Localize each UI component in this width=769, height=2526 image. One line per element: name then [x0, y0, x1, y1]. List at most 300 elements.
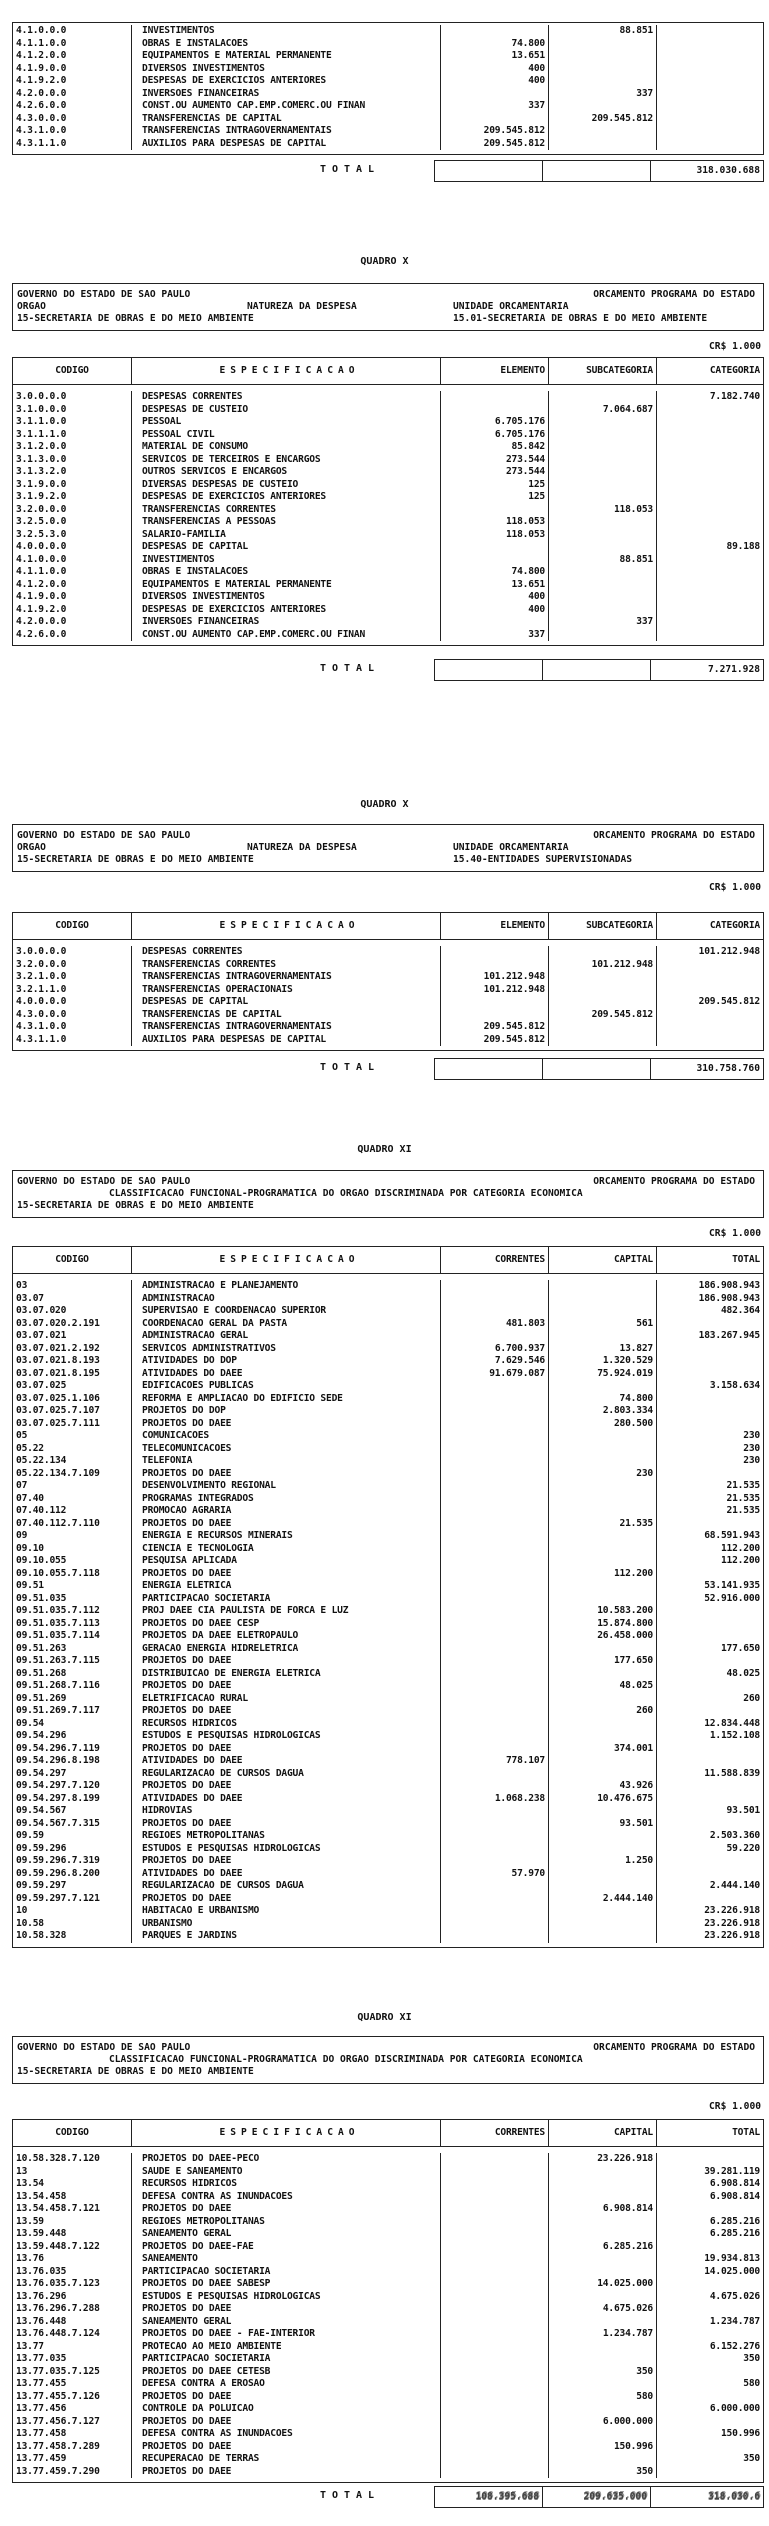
row-value-2: [549, 2403, 657, 2416]
row-value-3: 186.908.943: [698, 1280, 760, 1291]
row-spec: TRANSFERENCIAS OPERACIONAIS: [132, 984, 441, 997]
row-value-3: [657, 100, 763, 113]
row-code: 09.59.297.7.121: [13, 1893, 132, 1906]
report-header: [12, 2036, 764, 2084]
row-code: 03.07.021.8.193: [13, 1355, 132, 1368]
row-value-3: 52.916.000: [704, 1592, 760, 1604]
row-value-3: [657, 466, 763, 479]
row-value-3: 3.158.634: [709, 1380, 760, 1391]
row-value-3: [657, 984, 763, 997]
row-code: 4.1.9.0.0: [13, 63, 132, 76]
table-row: [13, 2228, 763, 2241]
row-code: 3.2.5.0.0: [13, 516, 132, 529]
row-code: 09.10.055: [13, 1555, 132, 1568]
row-value-3: [657, 959, 763, 972]
row-value-3: [657, 1318, 763, 1331]
row-value-2: 4.675.026: [549, 2303, 657, 2316]
row-value-1: [441, 1730, 549, 1743]
row-value-3: 6.908.814: [709, 2178, 760, 2189]
row-value-2: [549, 946, 657, 959]
row-value-2: 1.234.787: [549, 2328, 657, 2341]
total-col3: 310.758.760: [696, 1063, 760, 1074]
table-row: [13, 2291, 763, 2304]
row-spec: PARTICIPACAO SOCIETARIA: [132, 2353, 441, 2366]
row-code: 03.07.021.2.192: [13, 1343, 132, 1356]
total-label: TOTAL: [319, 663, 381, 674]
row-value-1: 400: [441, 591, 549, 604]
table-row: [13, 1418, 763, 1431]
col-header-correntes: CORRENTES: [441, 2120, 549, 2146]
row-spec: TELEFONIA: [132, 1455, 441, 1468]
row-value-1: [441, 1855, 549, 1868]
government-label: GOVERNO DO ESTADO DE SAO PAULO: [17, 2042, 191, 2053]
row-code: 09.10.055.7.118: [13, 1568, 132, 1581]
row-spec: TRANSFERENCIAS INTRAGOVERNAMENTAIS: [132, 125, 441, 138]
row-value-3: [657, 88, 763, 101]
row-value-1: [441, 1880, 549, 1893]
table-row: [13, 100, 763, 113]
table-row: [13, 504, 763, 517]
row-code: 13.54: [13, 2178, 132, 2191]
row-code: 13.77.035: [13, 2353, 132, 2366]
row-spec: CIENCIA E TECNOLOGIA: [132, 1543, 441, 1556]
row-spec: PROJETOS DO DAEE: [132, 1680, 441, 1693]
row-code: 05: [13, 1430, 132, 1443]
table-row: [13, 1643, 763, 1656]
table-row: [13, 1393, 763, 1406]
row-value-3: [657, 1518, 763, 1531]
table-row: [13, 1880, 763, 1893]
table-row: [13, 2366, 763, 2379]
row-value-1: [441, 2403, 549, 2416]
row-value-2: 209.545.812: [549, 113, 657, 126]
table-row: [13, 1693, 763, 1706]
row-value-3: [657, 2203, 763, 2216]
row-value-1: 209.545.812: [441, 138, 549, 151]
row-value-3: [657, 1868, 763, 1881]
row-value-1: [441, 1009, 549, 1022]
row-value-2: 88.851: [549, 554, 657, 567]
row-value-3: [657, 591, 763, 604]
row-value-3: [657, 479, 763, 492]
table-row: [13, 1330, 763, 1343]
table-row: [13, 75, 763, 88]
row-code: 09.51: [13, 1580, 132, 1593]
table-row: [13, 1605, 763, 1618]
row-spec: MATERIAL DE CONSUMO: [132, 441, 441, 454]
row-value-1: [441, 1930, 549, 1943]
table-row: [13, 2266, 763, 2279]
row-value-3: 112.200: [720, 1555, 760, 1566]
row-spec: PROJETOS DO DAEE: [132, 2466, 441, 2479]
row-spec: URBANISMO: [132, 1918, 441, 1931]
table-row: [13, 2378, 763, 2391]
section-title: QUADRO XI: [357, 2012, 412, 2023]
row-value-2: 14.025.000: [549, 2278, 657, 2291]
row-value-1: 125: [441, 491, 549, 504]
row-code: 3.1.0.0.0: [13, 404, 132, 417]
row-value-3: [657, 2366, 763, 2379]
table-row: [13, 2403, 763, 2416]
budget-label: ORCAMENTO PROGRAMA DO ESTADO: [593, 289, 755, 300]
row-code: 4.3.1.1.0: [13, 138, 132, 151]
row-value-3: 11.588.839: [704, 1767, 760, 1779]
row-value-1: [441, 2416, 549, 2429]
row-spec: PROJETOS DO DAEE: [132, 1705, 441, 1718]
row-value-3: [657, 1755, 763, 1768]
row-value-2: [549, 1443, 657, 1456]
row-value-2: [549, 1643, 657, 1656]
row-spec: CONST.OU AUMENTO CAP.EMP.COMERC.OU FINAN: [132, 629, 441, 642]
row-spec: REFORMA E AMPLIACAO DO EDIFICIO SEDE: [132, 1393, 441, 1406]
row-code: 3.1.3.0.0: [13, 454, 132, 467]
row-value-1: [441, 1568, 549, 1581]
row-spec: TRANSFERENCIAS INTRAGOVERNAMENTAIS: [132, 971, 441, 984]
row-value-1: [441, 1605, 549, 1618]
row-value-3: 39.281.119: [704, 2165, 760, 2177]
row-value-3: 230: [743, 1455, 760, 1466]
row-code: 05.22.134: [13, 1455, 132, 1468]
table-row: [13, 591, 763, 604]
row-value-3: [657, 138, 763, 151]
row-code: 09.51.035.7.113: [13, 1618, 132, 1631]
currency-unit: CR$ 1.000: [709, 2101, 761, 2112]
row-code: 03: [13, 1280, 132, 1293]
table-header: [13, 358, 763, 385]
row-value-1: [441, 2241, 549, 2254]
col-header-elemento: ELEMENTO: [441, 913, 549, 939]
row-value-2: 26.458.000: [549, 1630, 657, 1643]
table-row: [13, 996, 763, 1009]
col-header-categoria: CATEGORIA: [709, 365, 760, 376]
row-value-2: 43.926: [549, 1780, 657, 1793]
row-spec: PROJETOS DO DAEE: [132, 1818, 441, 1831]
row-spec: INVERSOES FINANCEIRAS: [132, 88, 441, 101]
row-spec: PROJETOS DO DOP: [132, 1405, 441, 1418]
row-spec: PROJETOS DO DAEE: [132, 1780, 441, 1793]
row-value-2: [549, 996, 657, 1009]
col-header-categoria: CATEGORIA: [709, 920, 760, 931]
budget-label: ORCAMENTO PROGRAMA DO ESTADO: [593, 830, 755, 841]
row-spec: DESPESAS DE EXERCICIOS ANTERIORES: [132, 491, 441, 504]
row-value-3: 230: [743, 1442, 760, 1454]
row-value-3: 350: [743, 2353, 760, 2364]
table-row: [13, 2303, 763, 2316]
row-value-1: [441, 996, 549, 1009]
total-col3: 318.030.688: [696, 165, 760, 176]
row-value-2: [549, 100, 657, 113]
row-code: 09.54.297: [13, 1768, 132, 1781]
row-value-3: 260: [743, 1692, 760, 1704]
row-value-1: 57.970: [441, 1868, 549, 1881]
row-value-3: [657, 454, 763, 467]
row-spec: REGIOES METROPOLITANAS: [132, 2216, 441, 2229]
row-spec: PROJETOS DO DAEE SABESP: [132, 2278, 441, 2291]
table-row: [13, 391, 763, 404]
currency-unit: CR$ 1.000: [709, 882, 761, 893]
row-spec: ENERGIA ELETRICA: [132, 1580, 441, 1593]
row-value-1: 273.544: [441, 466, 549, 479]
row-value-3: 6.285.216: [709, 2228, 760, 2239]
row-code: 4.1.1.0.0: [13, 38, 132, 51]
table-row: [13, 2441, 763, 2454]
table-row: [13, 2416, 763, 2429]
row-spec: TRANSFERENCIAS CORRENTES: [132, 504, 441, 517]
functional-table: [12, 1246, 764, 1948]
nature-label: NATUREZA DA DESPESA: [247, 842, 357, 853]
expense-table: [12, 912, 764, 1051]
row-value-1: [441, 113, 549, 126]
table-row: [13, 529, 763, 542]
row-value-1: [441, 2253, 549, 2266]
orgao-value: 15-SECRETARIA DE OBRAS E DO MEIO AMBIENTE: [17, 313, 254, 324]
row-value-1: [441, 1380, 549, 1393]
row-code: 13: [13, 2166, 132, 2179]
row-value-2: [549, 1805, 657, 1818]
row-code: 09.51.268.7.116: [13, 1680, 132, 1693]
row-spec: DESPESAS DE CAPITAL: [132, 541, 441, 554]
row-code: 4.1.0.0.0: [13, 554, 132, 567]
row-value-2: [549, 2178, 657, 2191]
table-row: [13, 1480, 763, 1493]
row-value-2: [549, 479, 657, 492]
row-spec: CONTROLE DA POLUICAO: [132, 2403, 441, 2416]
table-row: [13, 1630, 763, 1643]
row-value-2: [549, 1755, 657, 1768]
row-value-2: [549, 125, 657, 138]
orgao-value: 15-SECRETARIA DE OBRAS E DO MEIO AMBIENTE: [17, 854, 254, 865]
row-spec: SERVICOS ADMINISTRATIVOS: [132, 1343, 441, 1356]
row-value-3: 186.908.943: [698, 1292, 760, 1304]
row-code: 13.77.456: [13, 2403, 132, 2416]
table-row: [13, 971, 763, 984]
row-value-2: 6.285.216: [549, 2241, 657, 2254]
classification-label: CLASSIFICACAO FUNCIONAL-PROGRAMATICA DO ORGAO DISCRIMINADA POR CATEGORIA ECONOMICA: [109, 2054, 583, 2065]
government-label: GOVERNO DO ESTADO DE SAO PAULO: [17, 1176, 191, 1187]
col-header-code: CODIGO: [13, 358, 132, 384]
row-value-3: [657, 1855, 763, 1868]
col-header-spec: ESPECIFICACAO: [132, 1247, 441, 1273]
table-body: [13, 940, 763, 1050]
section-title: QUADRO XI: [357, 1144, 412, 1155]
row-value-3: 68.591.943: [704, 1530, 760, 1541]
table-row: [13, 1505, 763, 1518]
row-value-2: [549, 629, 657, 642]
row-value-2: 101.212.948: [549, 959, 657, 972]
table-row: [13, 1555, 763, 1568]
row-value-1: [441, 1468, 549, 1481]
total-col1: [435, 660, 543, 680]
table-row: [13, 50, 763, 63]
total-col1: 108.395.688: [435, 2487, 543, 2507]
row-value-1: [441, 1580, 549, 1593]
row-value-3: 14.025.000: [704, 2265, 760, 2277]
row-value-1: 118.053: [441, 516, 549, 529]
table-row: [13, 1930, 763, 1943]
row-code: 3.0.0.0.0: [13, 391, 132, 404]
row-value-1: 125: [441, 479, 549, 492]
row-value-3: 482.364: [720, 1305, 760, 1316]
row-value-1: [441, 1918, 549, 1931]
row-code: 4.2.6.0.0: [13, 100, 132, 113]
col-header-code: CODIGO: [13, 1247, 132, 1273]
row-value-2: [549, 454, 657, 467]
row-value-1: [441, 1555, 549, 1568]
row-value-1: [441, 1405, 549, 1418]
col-header-subcategoria: SUBCATEGORIA: [549, 358, 657, 384]
row-code: 09.54.567.7.315: [13, 1818, 132, 1831]
row-value-1: [441, 1630, 549, 1643]
row-code: 4.3.1.0.0: [13, 1021, 132, 1034]
row-value-3: [657, 2328, 763, 2341]
table-row: [13, 63, 763, 76]
row-value-2: [549, 516, 657, 529]
currency-unit: CR$ 1.000: [709, 1228, 761, 1239]
row-spec: AUXILIOS PARA DESPESAS DE CAPITAL: [132, 138, 441, 151]
row-value-1: [441, 1618, 549, 1631]
total-col2: 209.635.000: [543, 2487, 651, 2507]
row-code: 13.77.035.7.125: [13, 2366, 132, 2379]
row-spec: PROMOCAO AGRARIA: [132, 1505, 441, 1518]
row-value-2: [549, 441, 657, 454]
table-row: [13, 2453, 763, 2466]
row-spec: DESPESAS DE EXERCICIOS ANTERIORES: [132, 75, 441, 88]
row-code: 09.51.035.7.114: [13, 1630, 132, 1643]
row-value-1: [441, 2378, 549, 2391]
row-value-3: [657, 516, 763, 529]
table-row: [13, 441, 763, 454]
table-row: [13, 125, 763, 138]
row-spec: RECURSOS HIDRICOS: [132, 2178, 441, 2191]
row-value-3: 6.285.216: [709, 2215, 760, 2227]
row-value-2: 280.500: [549, 1418, 657, 1431]
row-value-3: 93.501: [726, 1805, 760, 1816]
row-spec: ADMINISTRACAO E PLANEJAMENTO: [132, 1280, 441, 1293]
row-value-1: [441, 1305, 549, 1318]
total-col2: [543, 1059, 651, 1079]
row-value-1: 118.053: [441, 529, 549, 542]
table-row: [13, 1668, 763, 1681]
row-value-2: 15.874.800: [549, 1618, 657, 1631]
row-value-3: [657, 2416, 763, 2429]
row-value-3: [657, 1355, 763, 1368]
row-value-2: [549, 591, 657, 604]
table-row: [13, 1280, 763, 1293]
row-spec: SANEAMENTO GERAL: [132, 2316, 441, 2329]
row-value-2: 93.501: [549, 1818, 657, 1831]
row-spec: TRANSFERENCIAS CORRENTES: [132, 959, 441, 972]
row-spec: PROJETOS DO DAEE-FAE: [132, 2241, 441, 2254]
row-value-2: [549, 491, 657, 504]
row-value-3: 177.650: [720, 1642, 760, 1654]
row-value-1: [441, 959, 549, 972]
row-value-2: [549, 1543, 657, 1556]
row-spec: DEFESA CONTRA A EROSAO: [132, 2378, 441, 2391]
row-value-2: 209.545.812: [549, 1009, 657, 1022]
row-code: 09.51.269: [13, 1693, 132, 1706]
row-code: 4.0.0.0.0: [13, 541, 132, 554]
table-row: [13, 1905, 763, 1918]
row-value-3: [657, 1393, 763, 1406]
row-value-2: [549, 1930, 657, 1943]
row-value-2: [549, 1918, 657, 1931]
row-value-2: 6.908.814: [549, 2203, 657, 2216]
row-value-2: [549, 1668, 657, 1681]
row-code: 09.54.297.8.199: [13, 1793, 132, 1806]
row-value-1: 400: [441, 63, 549, 76]
row-value-3: [657, 491, 763, 504]
row-code: 09.59.296.8.200: [13, 1868, 132, 1881]
total-col3: 318.030.6: [708, 2491, 760, 2502]
nature-label: NATUREZA DA DESPESA: [247, 301, 357, 312]
row-code: 3.1.2.0.0: [13, 441, 132, 454]
row-spec: PROJETOS DO DAEE - FAE-INTERIOR: [132, 2328, 441, 2341]
row-value-1: [441, 1643, 549, 1656]
row-code: 13.76.448: [13, 2316, 132, 2329]
row-spec: DEFESA CONTRA AS INUNDACOES: [132, 2191, 441, 2204]
row-value-1: [441, 2341, 549, 2354]
row-spec: PROJETOS DO DAEE: [132, 2391, 441, 2404]
total-label: TOTAL: [319, 1062, 381, 1073]
total-col3: 7.271.928: [708, 664, 760, 675]
row-value-2: [549, 1843, 657, 1856]
row-spec: SERVICOS DE TERCEIROS E ENCARGOS: [132, 454, 441, 467]
row-spec: PROJETOS DO DAEE CESP: [132, 1618, 441, 1631]
table-row: [13, 416, 763, 429]
row-value-2: 1.320.529: [549, 1355, 657, 1368]
orgao-label: ORGAO: [17, 842, 46, 853]
row-code: 07.40.112: [13, 1505, 132, 1518]
table-row: [13, 1368, 763, 1381]
row-code: 4.2.0.0.0: [13, 616, 132, 629]
row-value-1: [441, 2353, 549, 2366]
row-value-2: [549, 2216, 657, 2229]
row-value-2: [549, 1430, 657, 1443]
row-code: 13.76.035.7.123: [13, 2278, 132, 2291]
table-row: [13, 2278, 763, 2291]
row-value-3: 350: [743, 2453, 760, 2464]
table-row: [13, 38, 763, 51]
row-value-1: [441, 1893, 549, 1906]
budget-label: ORCAMENTO PROGRAMA DO ESTADO: [593, 1176, 755, 1187]
table-row: [13, 491, 763, 504]
row-code: 13.76.296: [13, 2291, 132, 2304]
row-code: 3.1.9.0.0: [13, 479, 132, 492]
row-value-1: 91.679.087: [441, 1368, 549, 1381]
row-value-3: [657, 1793, 763, 1806]
row-value-3: [657, 1568, 763, 1581]
table-row: [13, 454, 763, 467]
table-row: [13, 1718, 763, 1731]
table-row: [13, 1793, 763, 1806]
row-code: 09.10: [13, 1543, 132, 1556]
row-value-1: 101.212.948: [441, 984, 549, 997]
col-header-total: TOTAL: [732, 2127, 760, 2138]
row-spec: REGULARIZACAO DE CURSOS DAGUA: [132, 1768, 441, 1781]
table-row: [13, 1818, 763, 1831]
row-value-1: [441, 25, 549, 38]
table-row: [13, 2178, 763, 2191]
row-value-1: [441, 2178, 549, 2191]
row-value-3: 112.200: [720, 1542, 760, 1554]
row-value-2: [549, 1530, 657, 1543]
row-value-3: [657, 2303, 763, 2316]
row-value-2: 118.053: [549, 504, 657, 517]
row-spec: PROJETOS DO DAEE-PECO: [132, 2153, 441, 2166]
row-value-2: [549, 971, 657, 984]
row-value-3: [657, 971, 763, 984]
row-value-1: [441, 1543, 549, 1556]
